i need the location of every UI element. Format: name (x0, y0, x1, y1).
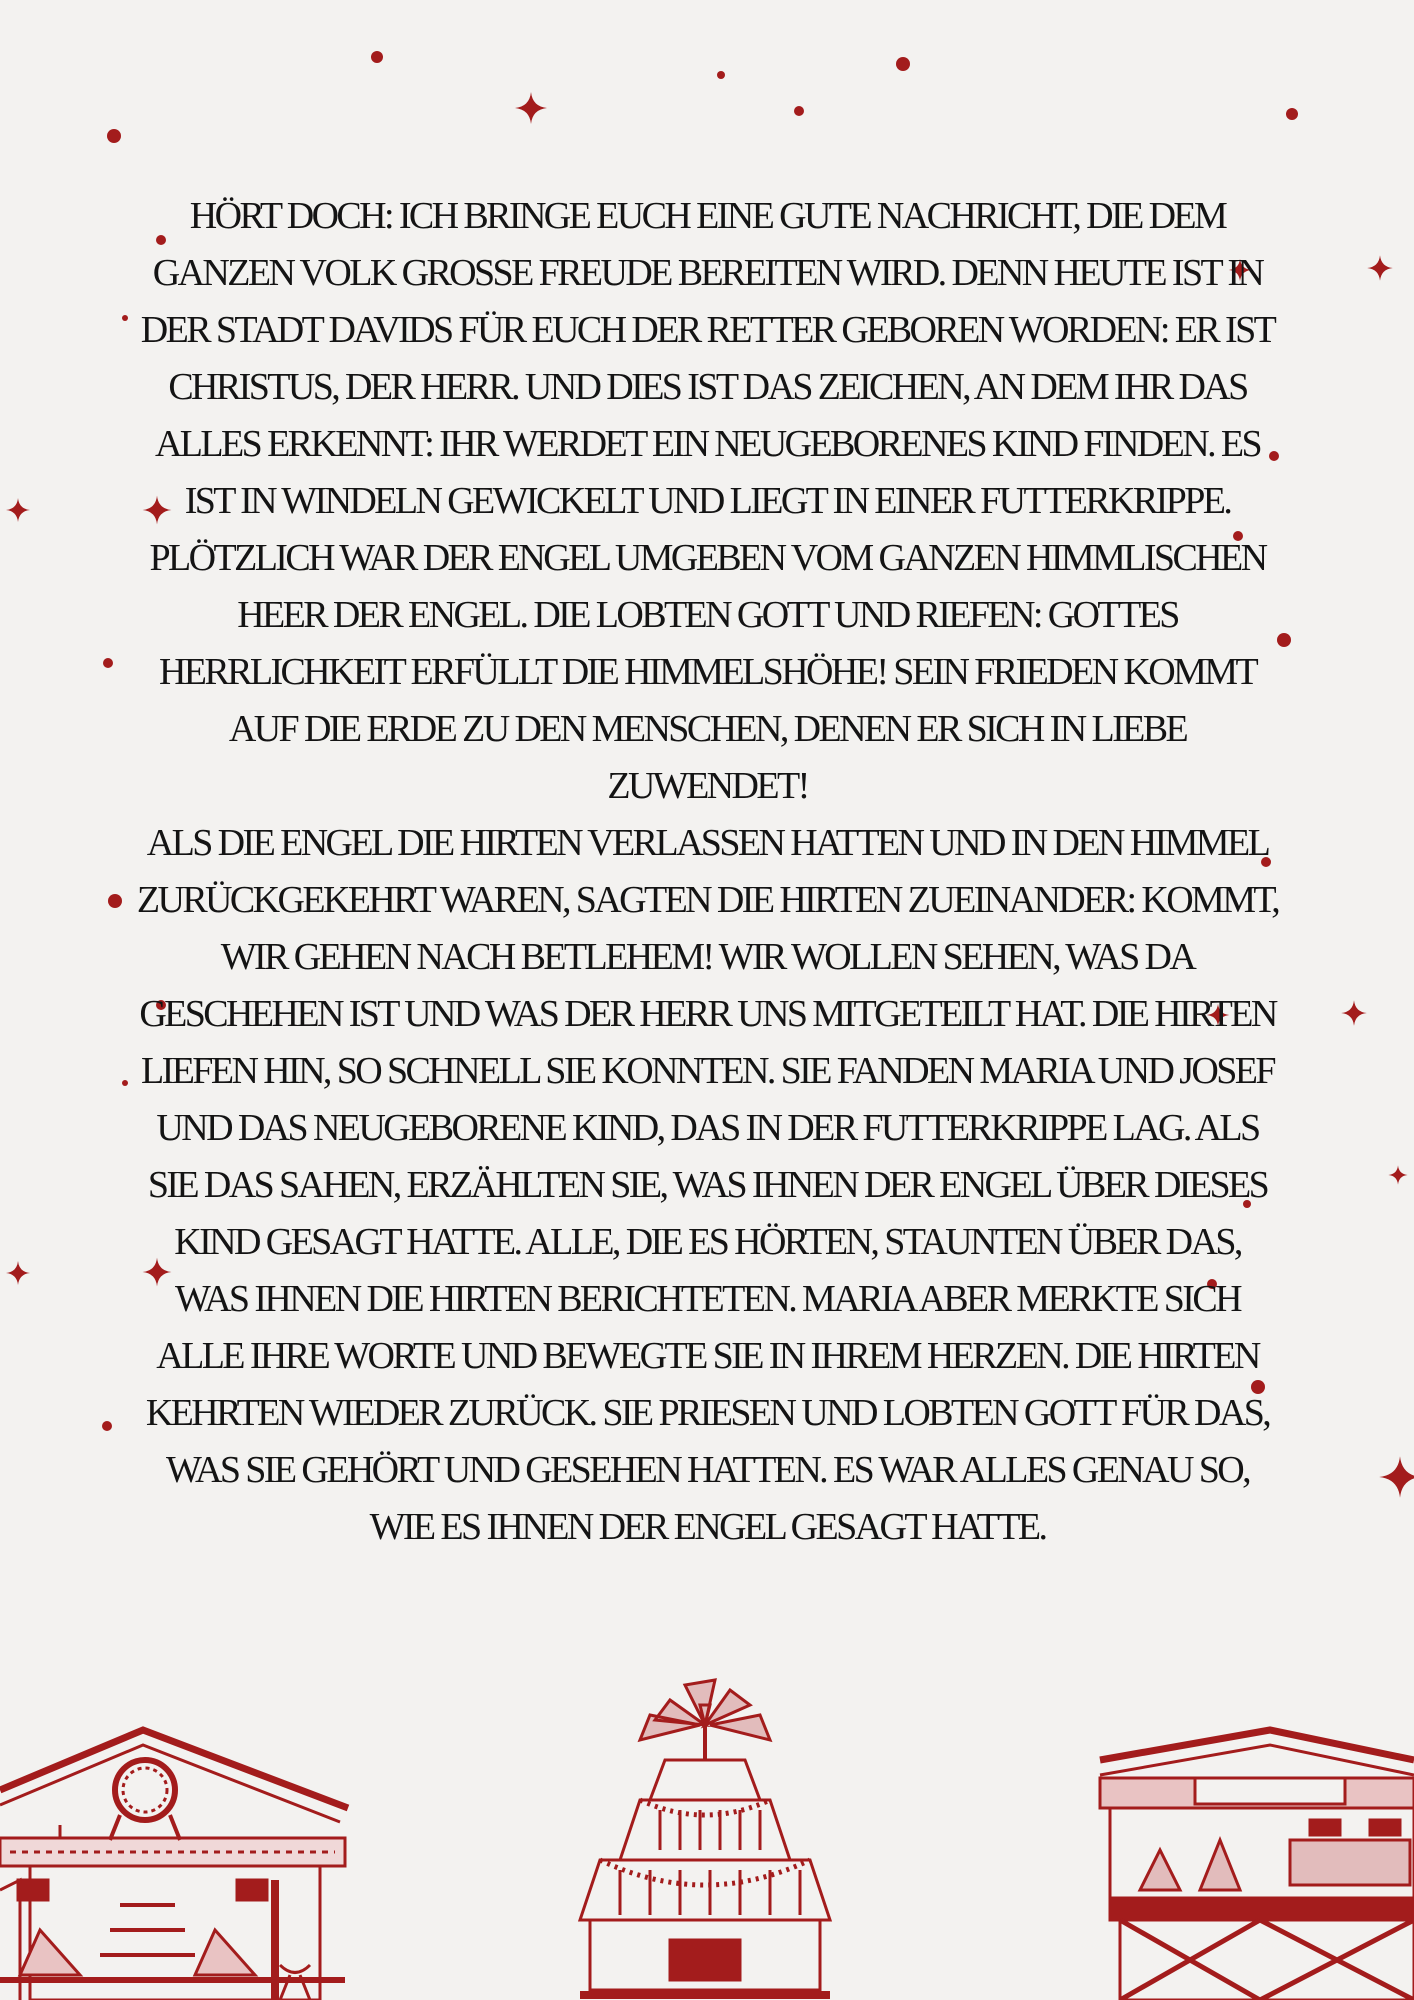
paragraph-heavenly-host: PLÖTZLICH WAR DER ENGEL UMGEBEN VOM GANZEN HIMMLISCHEN HEER DER ENGEL. DIE LOBTEN GOTT UND RIEFEN: GOTTES HERRLICHKEIT ERFÜLLT DIE HIMMELSHÖHE! SEIN FRIEDEN KOMMT AUF DIE ERDE ZU DEN MENSCHEN, DENEN ER SICH IN LIEBE ZUWENDET! (149, 537, 1266, 807)
christmas-market-stall-icon (0, 1730, 348, 2000)
paragraph-shepherds: ALS DIE ENGEL DIE HIRTEN VERLASSEN HATTEN UND IN DEN HIMMEL ZURÜCKGEKEHRT WAREN, SAGTEN DIE HIRTEN ZUEINANDER: KOMMT, WIR GEHEN NACH BETLEHEM! WIR WOLLEN SEHEN, WAS DA GESCHEHEN IST UND WAS DER HERR UNS MITGETEILT HAT. DIE HIRTEN LIEFEN HIN, SO SCHNELL SIE KONNTEN. SIE FANDEN MARIA UND JOSEF UND DAS NEUGEBORENE KIND, DAS IN DER FUTTERKRIPPE LAG. ALS SIE DAS SAHEN, ERZÄHLTEN SIE, WAS IHNEN DER ENGEL ÜBER DIESES KIND GESAGT HATTE. ALLE, DIE ES HÖRTEN, STAUNTEN ÜBER DAS, WAS IHNEN DIE HIRTEN BERICHTETEN. MARIA ABER MERKTE SICH ALLE IHRE WORTE UND BEWEGTE SIE IN IHREM HERZEN. DIE HIRTEN KEHRTEN WIEDER ZURÜCK. SIE PRIESEN UND LOBTEN GOTT FÜR DAS, WAS SIE GEHÖRT UND GESEHEN HATTEN. ES WAR ALLES GENAU SO, WIE ES IHNEN DER ENGEL GESAGT HATTE. (136, 822, 1279, 1548)
scripture-text (135, 188, 1280, 1556)
christmas-pyramid-icon (580, 1680, 830, 1995)
market-booth-icon (1100, 1730, 1414, 2000)
paragraph-annunciation: HÖRT DOCH: ICH BRINGE EUCH EINE GUTE NACHRICHT, DIE DEM GANZEN VOLK GROSSE FREUDE BEREITEN WIRD. DENN HEUTE IST IN DER STADT DAVIDS FÜR EUCH DER RETTER GEBOREN WORDEN: ER IST CHRISTUS, DER HERR. UND DIES IST DAS ZEICHEN, AN DEM IHR DAS ALLES ERKENNT: IHR WERDET EIN NEUGEBORENES KIND FINDEN. ES IST IN WINDELN GEWICKELT UND LIEGT IN EINER FUTTERKRIPPE. (140, 195, 1275, 522)
